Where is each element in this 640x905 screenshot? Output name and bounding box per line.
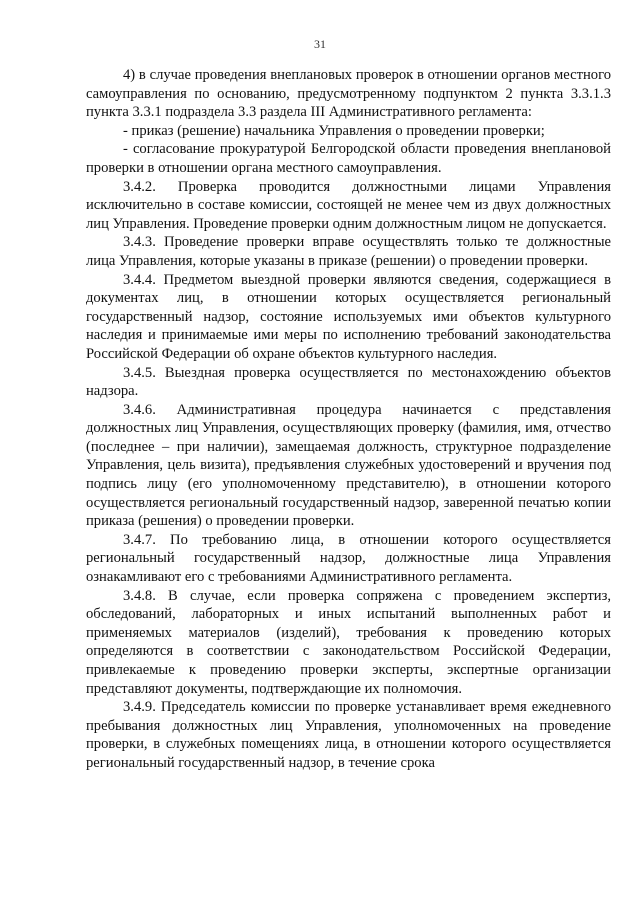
paragraph-3-4-6: 3.4.6. Административная процедура начинается с представления должностных лиц Управления, осуществляющих проверку (фамилия, имя, отчество (последнее – при наличии), замещаемая должность, структурное подразделение Управления, цель визита), предъявления служебных удостоверений и вручения под подпись лицу (его уполномоченному представителю), в отношении которого осуществляется региональный государственный надзор, заверенной печатью копии приказа (решения) о проведении проверки. — [86, 401, 611, 530]
paragraph-order-bullet: - приказ (решение) начальника Управления о проведении проверки; — [123, 122, 545, 139]
paragraph-3-4-2: 3.4.2. Проверка проводится должностными лицами Управления исключительно в составе комиссии, состоящей не менее чем из двух должностных лиц Управления. Проведение проверки одним должностным лицом не допускается. — [86, 178, 611, 232]
document-body — [86, 66, 611, 773]
paragraph-3-4-4: 3.4.4. Предметом выездной проверки являются сведения, содержащиеся в документах лиц, в отношении которых осуществляется региональный государственный надзор, состояние используемых ими объектов культурного наследия и принимаемые ими меры по исполнению требований законодательства Российской Федерации об охране объектов культурного наследия. — [86, 271, 611, 362]
paragraph-3-4-8: 3.4.8. В случае, если проверка сопряжена с проведением экспертиз, обследований, лабораторных и иных испытаний выполненных работ и применяемых материалов (изделий), требования к проведению которых определяются в соответствии с законодательством Российской Федерации, привлекаемые к проведению проверки эксперты, экспертные организации представляют документы, подтверждающие их полномочия. — [86, 587, 611, 697]
paragraph-3-4-7: 3.4.7. По требованию лица, в отношении которого осуществляется региональный государственный надзор, должностные лица Управления ознакамливают его с требованиями Административного регламента. — [86, 531, 611, 586]
paragraph-3-4-3: 3.4.3. Проведение проверки вправе осуществлять только те должностные лица Управления, которые указаны в приказе (решении) о проведении проверки. — [86, 234, 611, 269]
page-number: 31 — [314, 37, 326, 51]
paragraph-item-4: 4) в случае проведения внеплановых проверок в отношении органов местного самоуправления по основанию, предусмотренному подпунктом 2 пункта 3.3.1.3 пункта 3.3.1 подраздела 3.3 раздела III Административного регламента: — [86, 67, 611, 121]
paragraph-3-4-9: 3.4.9. Председатель комиссии по проверке устанавливает время ежедневного пребывания должностных лиц Управления, уполномоченных на проведение проверки, в служебных помещениях лица, в отношении которого осуществляется региональный государственный надзор, в течение срока — [86, 699, 611, 771]
paragraph-approval-bullet: - согласование прокуратурой Белгородской области проведения внеплановой проверки в отношении органа местного самоуправления. — [86, 141, 611, 176]
paragraph-3-4-5: 3.4.5. Выездная проверка осуществляется по местонахождению объектов надзора. — [86, 364, 611, 400]
